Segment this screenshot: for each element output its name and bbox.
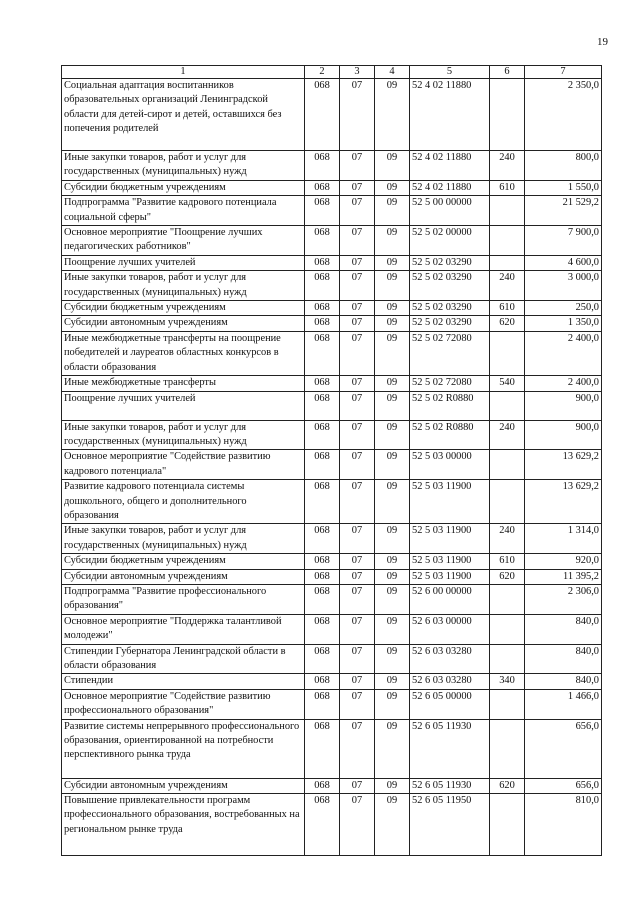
row-expense-type [490,226,525,256]
row-subsection: 09 [375,480,410,524]
row-expense-type: 240 [490,151,525,181]
row-target-article: 52 5 02 R0880 [410,420,490,450]
row-name: Основное мероприятие "Поощрение лучших педагогических работников" [62,226,305,256]
row-subsection: 09 [375,196,410,226]
row-name: Стипендии [62,674,305,689]
row-target-article: 52 6 05 00000 [410,689,490,719]
row-section: 07 [340,376,375,391]
row-subsection: 09 [375,689,410,719]
row-subsection: 09 [375,524,410,554]
row-expense-type [490,614,525,644]
row-target-article: 52 6 03 03280 [410,644,490,674]
row-target-article: 52 5 03 00000 [410,450,490,480]
row-sum: 2 350,0 [525,79,602,151]
row-section: 07 [340,524,375,554]
row-name: Развитие кадрового потенциала системы дошкольного, общего и дополнительного образования [62,480,305,524]
row-section: 07 [340,226,375,256]
page-number: 19 [597,36,608,48]
table-row [62,719,602,778]
row-expense-type: 620 [490,778,525,793]
row-expense-type [490,450,525,480]
row-subsection: 09 [375,794,410,856]
row-name: Иные закупки товаров, работ и услуг для государственных (муниципальных) нужд [62,420,305,450]
header-cell: 5 [410,66,490,79]
table-row [62,480,602,524]
header-cell: 1 [62,66,305,79]
row-sum: 3 000,0 [525,271,602,301]
row-code: 068 [305,331,340,375]
row-expense-type [490,480,525,524]
row-subsection: 09 [375,554,410,569]
row-expense-type [490,391,525,420]
row-subsection: 09 [375,569,410,584]
row-name: Иные межбюджетные трансферты [62,376,305,391]
table-row [62,301,602,316]
row-target-article: 52 5 03 11900 [410,569,490,584]
header-cell: 6 [490,66,525,79]
row-sum: 2 400,0 [525,376,602,391]
table-row [62,778,602,793]
row-name: Основное мероприятие "Содействие развитию кадрового потенциала" [62,450,305,480]
row-code: 068 [305,151,340,181]
row-expense-type: 240 [490,420,525,450]
row-expense-type [490,79,525,151]
row-name: Субсидии автономным учреждениям [62,778,305,793]
row-section: 07 [340,554,375,569]
row-code: 068 [305,644,340,674]
row-section: 07 [340,79,375,151]
row-target-article: 52 6 03 03280 [410,674,490,689]
row-section: 07 [340,480,375,524]
table-row [62,450,602,480]
row-expense-type [490,644,525,674]
table-row [62,584,602,614]
row-sum: 21 529,2 [525,196,602,226]
row-subsection: 09 [375,614,410,644]
row-sum: 1 550,0 [525,180,602,195]
row-code: 068 [305,614,340,644]
row-expense-type: 620 [490,316,525,331]
row-target-article: 52 6 03 00000 [410,614,490,644]
row-sum: 840,0 [525,644,602,674]
row-sum: 2 306,0 [525,584,602,614]
row-expense-type [490,719,525,778]
table-row [62,331,602,375]
row-sum: 900,0 [525,391,602,420]
row-section: 07 [340,719,375,778]
row-section: 07 [340,778,375,793]
row-code: 068 [305,480,340,524]
row-subsection: 09 [375,719,410,778]
row-section: 07 [340,180,375,195]
row-subsection: 09 [375,226,410,256]
row-target-article: 52 6 05 11930 [410,778,490,793]
row-target-article: 52 5 02 03290 [410,301,490,316]
row-sum: 840,0 [525,614,602,644]
table-row [62,689,602,719]
row-target-article: 52 5 03 11900 [410,524,490,554]
row-subsection: 09 [375,180,410,195]
row-target-article: 52 5 02 R0880 [410,391,490,420]
row-section: 07 [340,391,375,420]
row-subsection: 09 [375,644,410,674]
table-row [62,271,602,301]
row-name: Основное мероприятие "Поддержка талантливой молодежи" [62,614,305,644]
row-expense-type [490,794,525,856]
row-target-article: 52 6 00 00000 [410,584,490,614]
row-code: 068 [305,794,340,856]
row-expense-type: 610 [490,301,525,316]
row-name: Иные закупки товаров, работ и услуг для государственных (муниципальных) нужд [62,271,305,301]
row-sum: 800,0 [525,151,602,181]
row-name: Субсидии автономным учреждениям [62,569,305,584]
row-subsection: 09 [375,584,410,614]
row-sum: 11 395,2 [525,569,602,584]
row-target-article: 52 4 02 11880 [410,151,490,181]
row-target-article: 52 5 00 00000 [410,196,490,226]
row-sum: 1 466,0 [525,689,602,719]
row-section: 07 [340,674,375,689]
table-row [62,391,602,420]
table-row [62,226,602,256]
row-sum: 13 629,2 [525,450,602,480]
row-code: 068 [305,569,340,584]
row-target-article: 52 5 03 11900 [410,554,490,569]
row-section: 07 [340,569,375,584]
row-sum: 4 600,0 [525,255,602,270]
row-code: 068 [305,196,340,226]
row-sum: 900,0 [525,420,602,450]
table-row [62,569,602,584]
row-name: Иные закупки товаров, работ и услуг для государственных (муниципальных) нужд [62,151,305,181]
row-name: Субсидии бюджетным учреждениям [62,180,305,195]
row-name: Иные закупки товаров, работ и услуг для государственных (муниципальных) нужд [62,524,305,554]
row-name: Иные межбюджетные трансферты на поощрение победителей и лауреатов областных конкурсов в области образования [62,331,305,375]
row-name: Подпрограмма "Развитие профессионального образования" [62,584,305,614]
row-code: 068 [305,79,340,151]
row-section: 07 [340,316,375,331]
row-name: Субсидии бюджетным учреждениям [62,554,305,569]
row-target-article: 52 4 02 11880 [410,180,490,195]
table-row [62,644,602,674]
row-target-article: 52 6 05 11930 [410,719,490,778]
table-row [62,524,602,554]
header-cell: 7 [525,66,602,79]
row-sum: 810,0 [525,794,602,856]
row-sum: 920,0 [525,554,602,569]
table-row [62,316,602,331]
row-code: 068 [305,674,340,689]
row-code: 068 [305,554,340,569]
row-sum: 1 314,0 [525,524,602,554]
row-code: 068 [305,391,340,420]
row-subsection: 09 [375,79,410,151]
row-subsection: 09 [375,271,410,301]
row-target-article: 52 5 02 72080 [410,331,490,375]
row-subsection: 09 [375,331,410,375]
table-row [62,614,602,644]
budget-table [61,65,602,856]
header-cell: 4 [375,66,410,79]
row-code: 068 [305,689,340,719]
row-sum: 656,0 [525,778,602,793]
row-name: Подпрограмма "Развитие кадрового потенциала социальной сферы" [62,196,305,226]
row-sum: 840,0 [525,674,602,689]
row-section: 07 [340,151,375,181]
row-target-article: 52 5 02 03290 [410,255,490,270]
row-code: 068 [305,450,340,480]
row-subsection: 09 [375,420,410,450]
row-expense-type: 610 [490,554,525,569]
row-subsection: 09 [375,778,410,793]
row-subsection: 09 [375,391,410,420]
row-code: 068 [305,301,340,316]
row-code: 068 [305,376,340,391]
row-expense-type [490,331,525,375]
table-row [62,554,602,569]
row-section: 07 [340,614,375,644]
row-expense-type [490,689,525,719]
row-name: Субсидии автономным учреждениям [62,316,305,331]
row-target-article: 52 5 02 03290 [410,271,490,301]
row-code: 068 [305,316,340,331]
row-sum: 7 900,0 [525,226,602,256]
row-expense-type: 240 [490,271,525,301]
row-code: 068 [305,226,340,256]
row-code: 068 [305,420,340,450]
row-expense-type [490,584,525,614]
row-subsection: 09 [375,255,410,270]
row-code: 068 [305,180,340,195]
table-row [62,180,602,195]
row-name: Социальная адаптация воспитанников образовательных организаций Ленинградской области для детей-сирот и детей, оставшихся без попечения родителей [62,79,305,151]
row-code: 068 [305,778,340,793]
row-section: 07 [340,331,375,375]
row-target-article: 52 5 02 72080 [410,376,490,391]
table-row [62,794,602,856]
row-code: 068 [305,584,340,614]
row-expense-type [490,196,525,226]
row-section: 07 [340,450,375,480]
table-row [62,79,602,151]
row-section: 07 [340,301,375,316]
row-code: 068 [305,719,340,778]
row-section: 07 [340,584,375,614]
row-code: 068 [305,255,340,270]
header-cell: 2 [305,66,340,79]
table-row [62,151,602,181]
row-name: Стипендии Губернатора Ленинградской области в области образования [62,644,305,674]
row-sum: 13 629,2 [525,480,602,524]
row-section: 07 [340,794,375,856]
row-target-article: 52 6 05 11950 [410,794,490,856]
row-expense-type [490,255,525,270]
row-section: 07 [340,420,375,450]
table-row [62,420,602,450]
table-row [62,255,602,270]
row-subsection: 09 [375,376,410,391]
row-section: 07 [340,644,375,674]
row-target-article: 52 5 02 00000 [410,226,490,256]
row-subsection: 09 [375,301,410,316]
row-subsection: 09 [375,450,410,480]
row-name: Повышение привлекательности программ профессионального образования, востребованных на региональном рынке труда [62,794,305,856]
row-expense-type: 240 [490,524,525,554]
row-expense-type: 340 [490,674,525,689]
row-sum: 656,0 [525,719,602,778]
table-row [62,376,602,391]
row-target-article: 52 5 03 11900 [410,480,490,524]
row-sum: 2 400,0 [525,331,602,375]
row-section: 07 [340,255,375,270]
row-target-article: 52 5 02 03290 [410,316,490,331]
row-expense-type: 610 [490,180,525,195]
row-name: Поощрение лучших учителей [62,391,305,420]
row-code: 068 [305,524,340,554]
row-subsection: 09 [375,674,410,689]
row-name: Основное мероприятие "Содействие развитию профессионального образования" [62,689,305,719]
row-target-article: 52 4 02 11880 [410,79,490,151]
row-section: 07 [340,196,375,226]
header-cell: 3 [340,66,375,79]
row-code: 068 [305,271,340,301]
row-expense-type: 540 [490,376,525,391]
row-section: 07 [340,271,375,301]
table-row [62,196,602,226]
row-name: Поощрение лучших учителей [62,255,305,270]
row-name: Развитие системы непрерывного профессионального образования, ориентированной на потребности перспективного рынка труда [62,719,305,778]
row-subsection: 09 [375,316,410,331]
row-section: 07 [340,689,375,719]
table-row [62,674,602,689]
row-sum: 250,0 [525,301,602,316]
row-expense-type: 620 [490,569,525,584]
row-name: Субсидии бюджетным учреждениям [62,301,305,316]
row-subsection: 09 [375,151,410,181]
table-header-row [62,66,602,79]
row-sum: 1 350,0 [525,316,602,331]
